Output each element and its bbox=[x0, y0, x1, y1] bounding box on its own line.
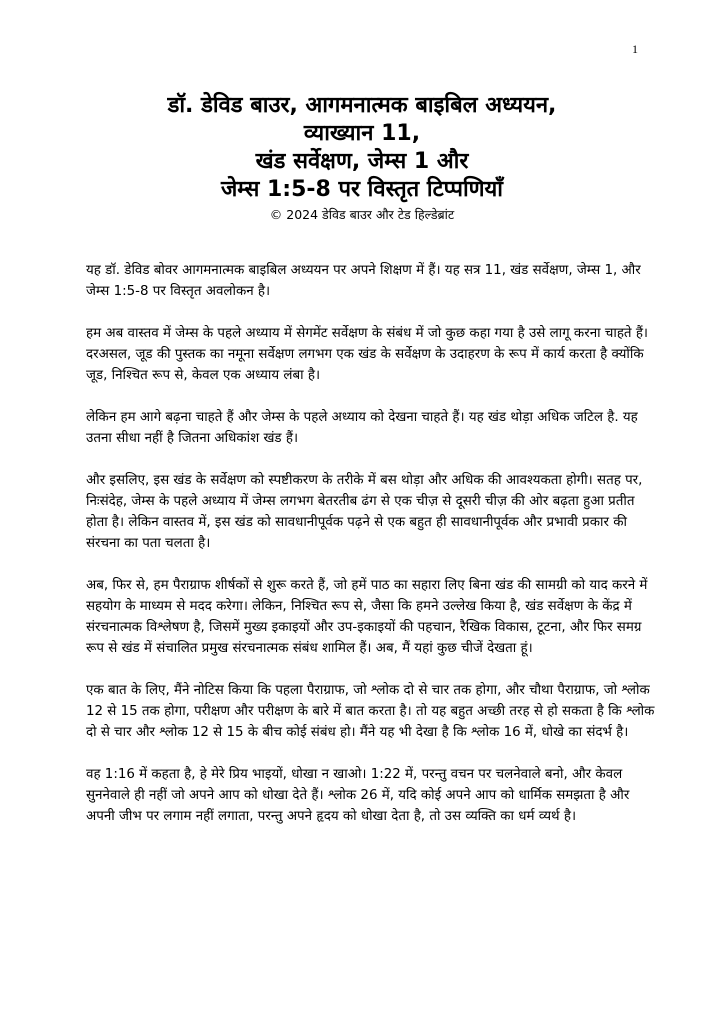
page-number: 1 bbox=[632, 42, 638, 56]
paragraph-1: यह डॉ. डेविड बोवर आगमनात्मक बाइबिल अध्ययन पर अपने शिक्षण में हैं। यह सत्र 11, खंड सर्वेक्षण, जेम्स 1, और जेम्स 1:5-8 पर विस्तृत अवलोकन है। bbox=[86, 263, 641, 299]
title-line-3: खंड सर्वेक्षण, जेम्स 1 और bbox=[255, 149, 469, 174]
title-line-2: व्याख्यान 11, bbox=[303, 121, 421, 146]
paragraph-2: हम अब वास्तव में जेम्स के पहले अध्याय में सेगमेंट सर्वेक्षण के संबंध में जो कुछ कहा गया है उसे लागू करना चाहते हैं। दरअसल, जूड की पुस्तक का नमूना सर्वेक्षण लगभग एक खंड के सर्वेक्षण के उदाहरण के रूप में कार्य करता है क्योंकि जूड, निश्चित रूप से, केवल एक अध्याय लंबा है। bbox=[86, 326, 649, 383]
document-title-block bbox=[60, 92, 664, 224]
title-line-1: डॉ. डेविड बाउर, आगमनात्मक बाइबिल अध्ययन, bbox=[167, 93, 557, 118]
paragraph-6: एक बात के लिए, मैंने नोटिस किया कि पहला पैराग्राफ, जो श्लोक दो से चार तक होगा, और चौथा पैराग्राफ, जो श्लोक 12 से 15 तक होगा, परीक्षण और परीक्षण के बारे में बात करता है। तो यह बहुत अच्छी तरह से हो सकता है कि श्लोक दो से चार और श्लोक 12 से 15 के बीच कोई संबंध हो। मैंने यह भी देखा है कि श्लोक 16 में, धोखे का संदर्भ है। bbox=[86, 683, 655, 740]
title-line-4: जेम्स 1:5-8 पर विस्तृत टिप्पणियाँ bbox=[220, 177, 504, 202]
copyright-notice: © 2024 डेविड बाउर और टेड हिल्डेब्रांट bbox=[269, 207, 455, 222]
paragraph-4: और इसलिए, इस खंड के सर्वेक्षण को स्पष्टीकरण के तरीके में बस थोड़ा और अधिक की आवश्यकता होगी। सतह पर, निःसंदेह, जेम्स के पहले अध्याय में जेम्स लगभग बेतरतीब ढंग से एक चीज़ से दूसरी चीज़ की ओर बढ़ता हुआ प्रतीत होता है। लेकिन वास्तव में, इस खंड को सावधानीपूर्वक पढ़ने से एक बहुत ही सावधानीपूर्वक और प्रभावी प्रकार की संरचना का पता चलता है। bbox=[86, 473, 643, 551]
paragraph-5: अब, फिर से, हम पैराग्राफ शीर्षकों से शुरू करते हैं, जो हमें पाठ का सहारा लिए बिना खंड की सामग्री को याद करने में सहयोग के माध्यम से मदद करेगा। लेकिन, निश्चित रूप से, जैसा कि हमने उल्लेख किया है, खंड सर्वेक्षण के केंद्र में संरचनात्मक विश्लेषण है, जिसमें मुख्य इकाइयों और उप-इकाइयों की पहचान, रैखिक विकास, टूटना, और फिर समग्र रूप से खंड में संचालित प्रमुख संरचनात्मक संबंध शामिल हैं। अब, मैं यहां कुछ चीजें देखता हूं। bbox=[86, 578, 648, 656]
document-body bbox=[86, 260, 656, 848]
paragraph-7: वह 1:16 में कहता है, हे मेरे प्रिय भाइयों, धोखा न खाओ। 1:22 में, परन्तु वचन पर चलनेवाले बनो, और केवल सुननेवाले ही नहीं जो अपने आप को धोखा देते हैं। श्लोक 26 में, यदि कोई अपने आप को धार्मिक समझता है और अपनी जीभ पर लगाम नहीं लगाता, परन्तु अपने हृदय को धोखा देता है, तो उस व्यक्ति का धर्म व्यर्थ है। bbox=[86, 767, 630, 824]
paragraph-3: लेकिन हम आगे बढ़ना चाहते हैं और जेम्स के पहले अध्याय को देखना चाहते हैं। यह खंड थोड़ा अधिक जटिल है. यह उतना सीधा नहीं है जितना अधिकांश खंड हैं। bbox=[86, 410, 638, 446]
